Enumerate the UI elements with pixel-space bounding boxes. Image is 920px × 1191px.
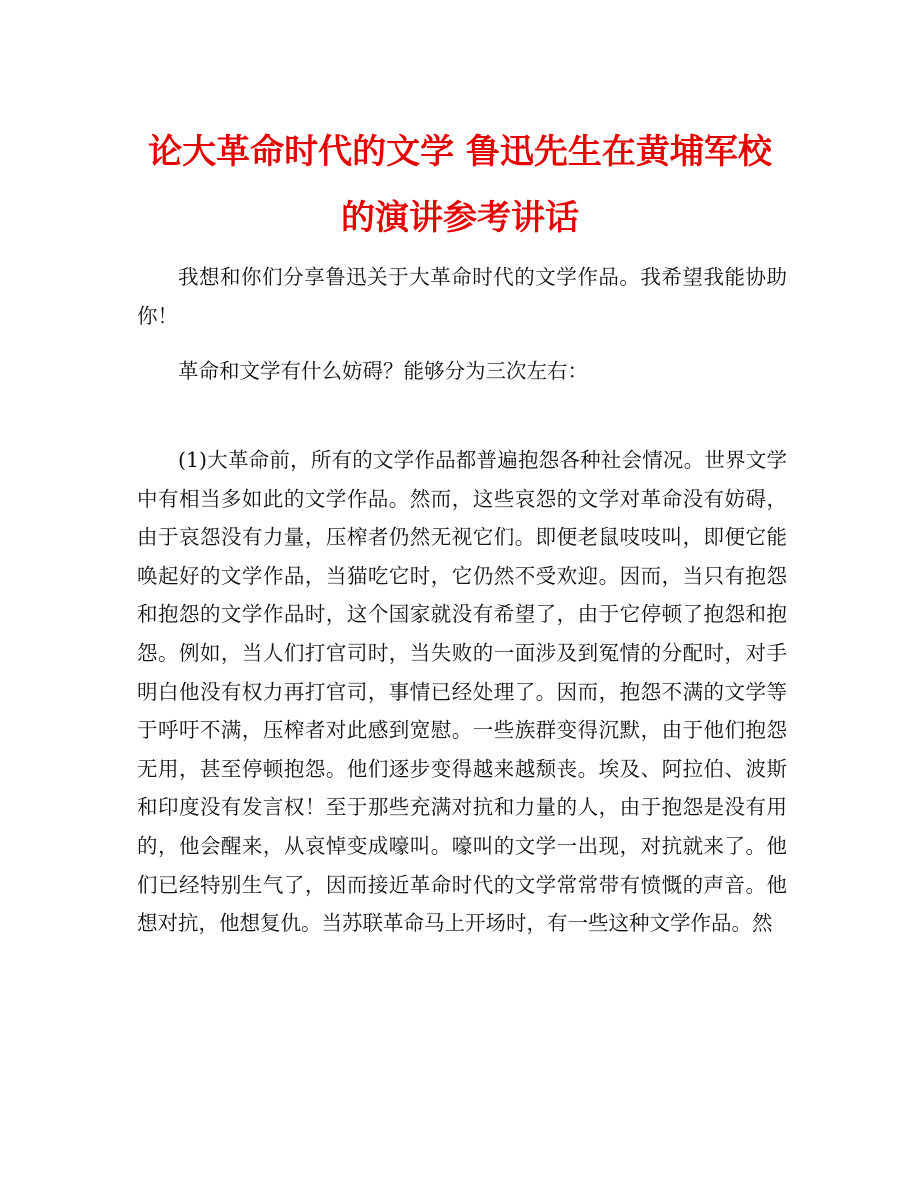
document-title-line-2: 的演讲参考讲话 [341,198,579,238]
paragraph-intro: 我想和你们分享鲁迅关于大革命时代的文学作品。我希望我能协助你！ [137,265,787,328]
paragraph-question: 革命和文学有什么妨碍？能够分为三次左右： [178,359,588,383]
paragraph-section-1: (1)大革命前，所有的文学作品都普遍抱怨各种社会情况。世界文学中有相当多如此的文学作品。然而，这些哀怨的文学对革命没有妨碍，由于哀怨没有力量，压榨者仍然无视它们。即便老鼠吱吱叫，即便它能唤起好的文学作品，当猫吃它时，它仍然不受欢迎。因而，当只有抱怨和抱怨的文学作品时，这个国家就没有希望了，由于它停顿了抱怨和抱怨。例如，当人们打官司时，当失败的一面涉及到冤情的分配时，对手明白他没有权力再打官司，事情已经处理了。因而，抱怨不满的文学等于呼吁不满，压榨者对此感到宽慰。一些族群变得沉默，由于他们抱怨无用，甚至停顿抱怨。他们逐步变得越来越颓丧。埃及、阿拉伯、波斯和印度没有发言权！至于那些充满对抗和力量的人，由于抱怨是没有用的，他会醒来，从哀悼变成嚎叫。嚎叫的文学一出现，对抗就来了。他们已经特别生气了，因而接近革命时代的文学常常带有愤慨的声音。他想对抗，他想复仇。当苏联革命马上开场时，有一些这种文学作品。然 [137,448,787,936]
document-title-line-1: 论大革命时代的文学 鲁迅先生在黄埔军校 [148,132,772,172]
